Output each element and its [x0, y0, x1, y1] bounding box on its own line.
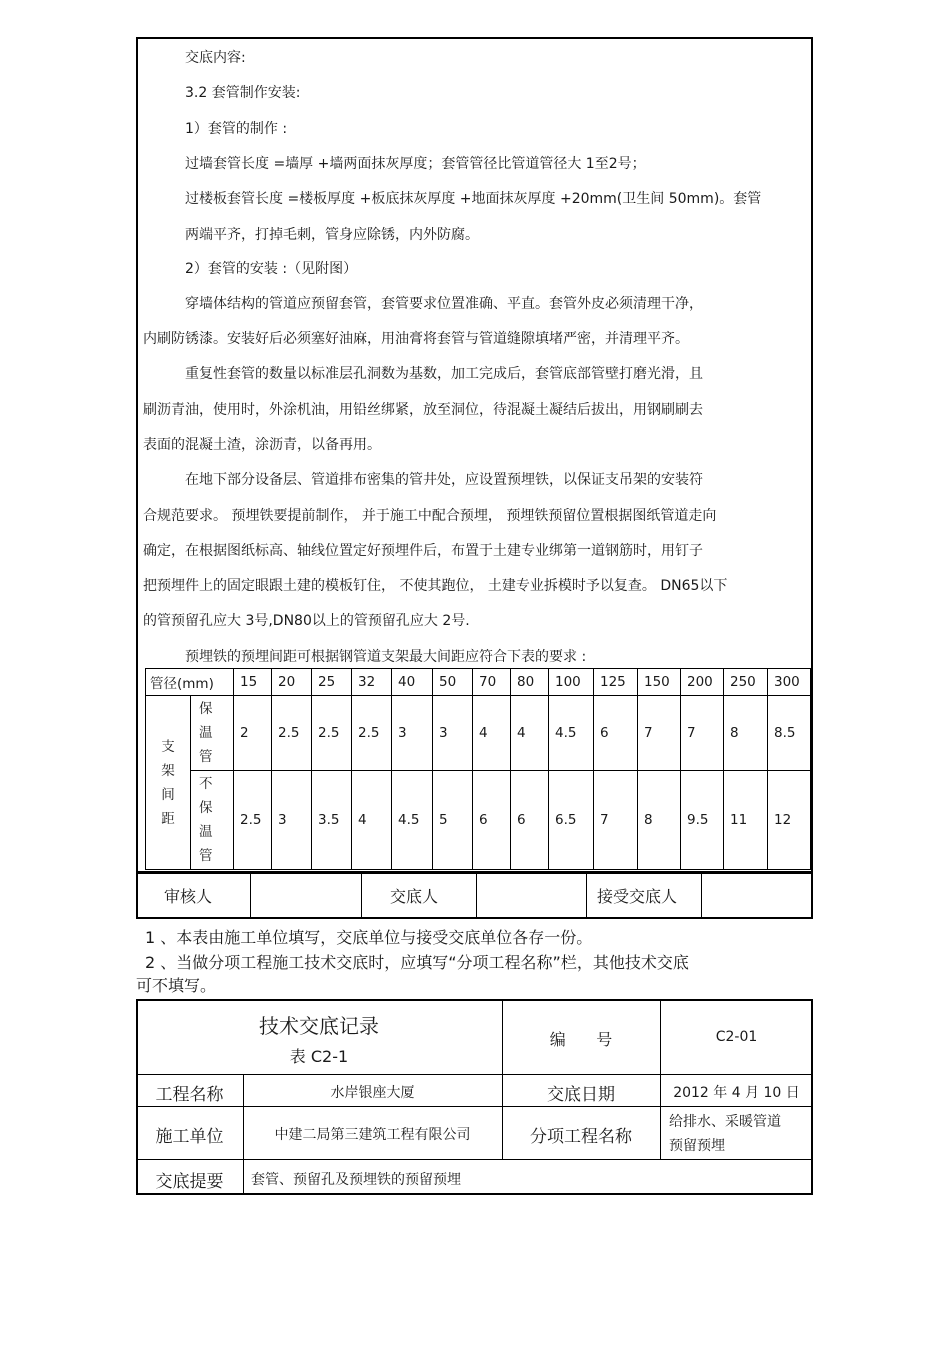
- paragraph-floor-sleeve-cont: 两端平齐，打掉毛刺，管身应除锈，内外防腐。: [185, 227, 479, 243]
- paragraph-embedded-iron-cont1: 合规范要求。 预埋铁要提前制作， 并于施工中配合预埋， 预埋铁预留位置根据图纸管道走向: [143, 508, 717, 524]
- value-cell: 6.5: [549, 771, 594, 870]
- insulated-row: [146, 696, 811, 771]
- summary-label: 交底提要: [155, 1172, 224, 1192]
- paragraph-spacing-intro: 预埋铁的预埋间距可根据钢管道支架最大间距应符合下表的要求 :: [185, 649, 587, 665]
- subproject-name-value[interactable]: [669, 1110, 809, 1158]
- value-cell: 8.5: [768, 696, 811, 771]
- number-value: C2-01: [715, 1029, 758, 1045]
- construction-unit-label: 施工单位: [155, 1127, 224, 1147]
- value-cell: 3: [272, 771, 312, 870]
- paragraph-wall-sleeve: 过墙套管长度 =墙厚 +墙两面抹灰厚度；套管管径比管道管径大 1至2号；: [185, 156, 646, 172]
- content-heading: 交底内容:: [185, 50, 246, 66]
- subproject-name-label: 分项工程名称: [530, 1127, 632, 1147]
- diameter-cell: 150: [638, 669, 681, 696]
- note-2: 2 、当做分项工程施工技术交底时，应填写“分项工程名称”栏，其他技术交底: [145, 953, 689, 972]
- value-cell: 3: [392, 696, 433, 771]
- diameter-cell: 100: [549, 669, 594, 696]
- subproject-name-line-1: 给排水、采暖管道: [669, 1114, 781, 1130]
- value-cell: 4.5: [392, 771, 433, 870]
- paragraph-wall-penetration: 穿墙体结构的管道应预留套管，套管要求位置准确、平直。套管外皮必须清理干净，: [185, 296, 703, 312]
- diameter-cell: 15: [234, 669, 272, 696]
- project-name-value[interactable]: 水岸银座大厦: [330, 1085, 415, 1101]
- value-cell: 4: [352, 771, 392, 870]
- value-cell: 8: [724, 696, 768, 771]
- paragraph-embedded-iron-cont2: 确定，在根据图纸标高、轴线位置定好预埋件后，布置于土建专业绑第一道钢筋时，用钉子: [143, 543, 703, 559]
- note-1: 1 、本表由施工单位填写，交底单位与接受交底单位各存一份。: [145, 928, 593, 947]
- subproject-name-line-2: 预留预埋: [669, 1138, 725, 1154]
- value-cell: 2.5: [352, 696, 392, 771]
- paragraph-embedded-iron: 在地下部分设备层、管道排布密集的管井处，应设置预埋铁，以保证支吊架的安装符: [185, 472, 703, 488]
- value-cell: 4: [473, 696, 511, 771]
- subsection-making: 1）套管的制作 :: [185, 121, 288, 137]
- paragraph-wall-penetration-cont: 内刷防锈漆。安装好后必须塞好油麻，用油膏将套管与管道缝隙填堵严密，并清理平齐。: [143, 331, 689, 347]
- value-cell: 4: [511, 696, 549, 771]
- support-spacing-table: [145, 668, 811, 870]
- value-cell: 3.5: [312, 771, 352, 870]
- paragraph-reuse-sleeve-cont2: 表面的混凝土渣，涂沥青，以备再用。: [143, 437, 381, 453]
- value-cell: 8: [638, 771, 681, 870]
- paragraph-reuse-sleeve: 重复性套管的数量以标准层孔洞数为基数，加工完成后，套管底部管壁打磨光滑，且: [185, 366, 703, 382]
- value-cell: 7: [594, 771, 638, 870]
- signature-row: [136, 871, 813, 919]
- disclosure-date-value[interactable]: 2012 年 4 月 10 日: [673, 1085, 800, 1101]
- insulated-label: 保 温 管: [191, 696, 234, 771]
- value-cell: 7: [638, 696, 681, 771]
- diameter-cell: 50: [433, 669, 473, 696]
- non-insulated-label: 不 保 温 管: [191, 771, 234, 870]
- diameter-cell: 70: [473, 669, 511, 696]
- project-name-label: 工程名称: [155, 1085, 224, 1105]
- receiver-signature-field[interactable]: [702, 874, 809, 919]
- diameter-cell: 200: [681, 669, 724, 696]
- disclosure-date-label: 交底日期: [547, 1085, 615, 1105]
- reviewer-label: 审核人: [136, 874, 251, 919]
- value-cell: 4.5: [549, 696, 594, 771]
- diameter-cell: 300: [768, 669, 811, 696]
- diameter-cell: 40: [392, 669, 433, 696]
- paragraph-embedded-iron-cont4: 的管预留孔应大 3号,DN80以上的管预留孔应大 2号.: [143, 613, 470, 629]
- value-cell: 7: [681, 696, 724, 771]
- diameter-header-label: 管径(mm): [146, 669, 234, 696]
- receiver-label: 接受交底人: [587, 874, 702, 919]
- note-2-cont: 可不填写。: [136, 976, 217, 995]
- number-label: 编 号: [549, 1030, 613, 1049]
- construction-unit-value[interactable]: 中建二局第三建筑工程有限公司: [274, 1127, 471, 1143]
- value-cell: 6: [594, 696, 638, 771]
- subsection-install: 2）套管的安装 :（见附图）: [185, 261, 358, 277]
- diameter-cell: 250: [724, 669, 768, 696]
- value-cell: 3: [433, 696, 473, 771]
- value-cell: 11: [724, 771, 768, 870]
- value-cell: 2.5: [312, 696, 352, 771]
- value-cell: 2.5: [272, 696, 312, 771]
- support-spacing-label: 支 架 间 距: [146, 696, 191, 870]
- summary-value[interactable]: 套管、预留孔及预埋铁的预留预埋: [251, 1172, 461, 1188]
- discloser-signature-field[interactable]: [477, 874, 587, 919]
- value-cell: 2.5: [234, 771, 272, 870]
- paragraph-reuse-sleeve-cont1: 刷沥青油，使用时，外涂机油，用铅丝绑紧，放至洞位，待混凝土凝结后拔出，用钢刷刷去: [143, 402, 703, 418]
- value-cell: 2: [234, 696, 272, 771]
- diameter-header-row: [146, 669, 811, 696]
- non-insulated-row: [146, 771, 811, 870]
- record-title: 技术交底记录: [259, 1014, 379, 1038]
- form-number: 表 C2-1: [289, 1047, 349, 1066]
- paragraph-floor-sleeve: 过楼板套管长度 =楼板厚度 +板底抹灰厚度 +地面抹灰厚度 +20mm(卫生间 50mm)。套管: [185, 191, 762, 207]
- reviewer-signature-field[interactable]: [251, 874, 362, 919]
- diameter-cell: 25: [312, 669, 352, 696]
- discloser-label: 交底人: [362, 874, 477, 919]
- value-cell: 5: [433, 771, 473, 870]
- diameter-cell: 125: [594, 669, 638, 696]
- section-title: 3.2 套管制作安装:: [185, 85, 301, 101]
- diameter-cell: 32: [352, 669, 392, 696]
- value-cell: 12: [768, 771, 811, 870]
- diameter-cell: 20: [272, 669, 312, 696]
- diameter-cell: 80: [511, 669, 549, 696]
- value-cell: 9.5: [681, 771, 724, 870]
- value-cell: 6: [473, 771, 511, 870]
- value-cell: 6: [511, 771, 549, 870]
- paragraph-embedded-iron-cont3: 把预埋件上的固定眼跟土建的模板钉住， 不使其跑位， 土建专业拆模时予以复查。 DN65以下: [143, 578, 728, 594]
